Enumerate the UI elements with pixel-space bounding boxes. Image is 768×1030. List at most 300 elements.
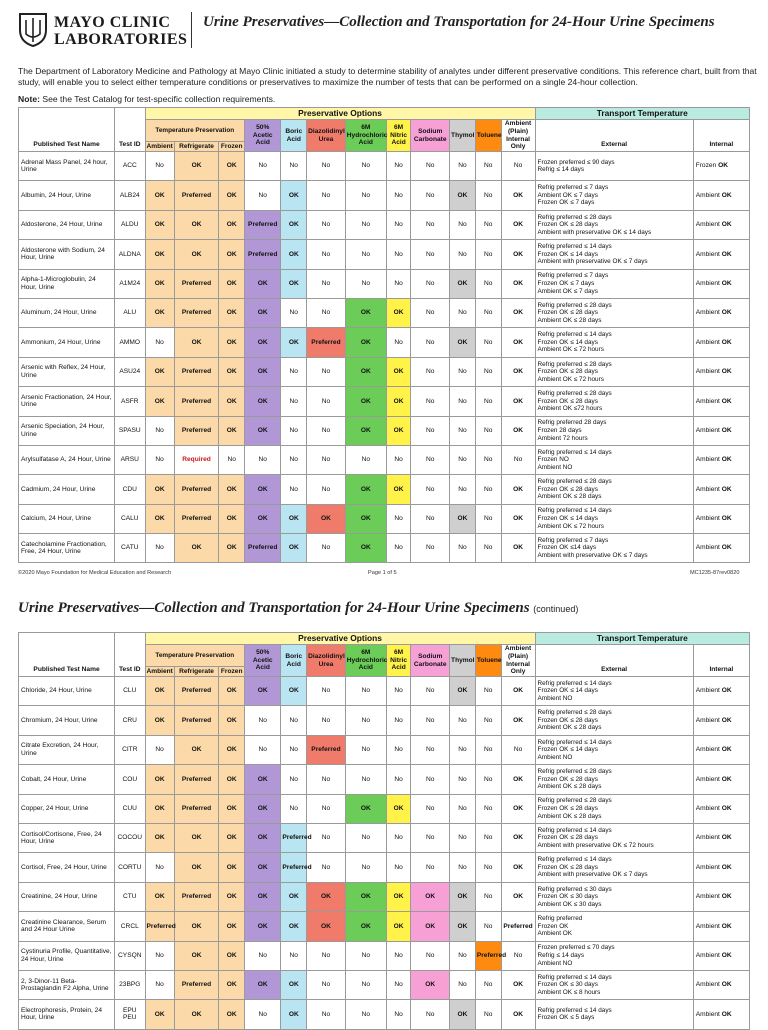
cell-boric: OK bbox=[281, 970, 307, 999]
cell-hcl: No bbox=[345, 706, 386, 735]
table-row bbox=[19, 416, 750, 445]
cell-external bbox=[535, 475, 693, 504]
header-toluene: Toluene bbox=[475, 645, 501, 677]
cell-boric: Preferred bbox=[281, 823, 307, 852]
cell-ambient: OK bbox=[145, 677, 174, 706]
internal-status: OK bbox=[721, 221, 732, 229]
cell-frozen: OK bbox=[219, 912, 245, 941]
cell-thymol: No bbox=[450, 445, 476, 474]
cell-boric: No bbox=[281, 387, 307, 416]
cell-nitric: No bbox=[386, 240, 411, 269]
cell-ambient: OK bbox=[145, 794, 174, 823]
external-line: Refrig preferred ≤ 14 days bbox=[537, 242, 612, 250]
cell-sodium: OK bbox=[411, 912, 450, 941]
cell-diaz: No bbox=[307, 970, 346, 999]
cell-internal: Ambient OK bbox=[693, 534, 749, 563]
cell-boric: No bbox=[281, 765, 307, 794]
external-line: Refrig preferred ≤ 14 days bbox=[537, 331, 612, 339]
cell-toluene: No bbox=[475, 357, 501, 386]
cell-test-id: EPU PEU bbox=[115, 1000, 145, 1029]
cell-internal_only: OK bbox=[501, 765, 535, 794]
cell-toluene: Preferred bbox=[475, 941, 501, 970]
cell-ambient: OK bbox=[145, 387, 174, 416]
cell-external bbox=[535, 706, 693, 735]
cell-hcl: No bbox=[345, 765, 386, 794]
cell-nitric: No bbox=[386, 181, 411, 210]
cell-ambient: OK bbox=[145, 240, 174, 269]
cell-ambient: No bbox=[145, 853, 174, 882]
cell-toluene: No bbox=[475, 1000, 501, 1029]
cell-frozen: OK bbox=[219, 504, 245, 533]
header-nitric: 6M Nitric Acid bbox=[386, 645, 411, 677]
cell-internal: Ambient OK bbox=[693, 912, 749, 941]
cell-test-name: Aluminum, 24 Hour, Urine bbox=[19, 298, 115, 327]
cell-acetic: No bbox=[245, 735, 281, 764]
cell-external bbox=[535, 504, 693, 533]
cell-toluene: No bbox=[475, 882, 501, 911]
cell-internal_only: No bbox=[501, 445, 535, 474]
cell-test-id: AMMO bbox=[115, 328, 145, 357]
cell-frozen: OK bbox=[219, 765, 245, 794]
cell-internal: Ambient OK bbox=[693, 677, 749, 706]
cell-toluene: No bbox=[475, 735, 501, 764]
internal-status: OK bbox=[721, 250, 732, 258]
external-line: Frozen preferred ≤ 90 days bbox=[537, 158, 615, 166]
cell-nitric: No bbox=[386, 445, 411, 474]
cell-toluene: No bbox=[475, 504, 501, 533]
cell-toluene: No bbox=[475, 970, 501, 999]
cell-nitric: OK bbox=[386, 298, 411, 327]
external-line: Refrig preferred ≤ 28 days bbox=[537, 301, 612, 309]
external-line: Frozen OK bbox=[537, 922, 569, 930]
cell-diaz: No bbox=[307, 269, 346, 298]
internal-status: OK bbox=[721, 863, 732, 871]
cell-sodium: No bbox=[411, 357, 450, 386]
cell-diaz: Preferred bbox=[307, 328, 346, 357]
cell-test-name: Cortisol/Cortisone, Free, 24 Hour, Urine bbox=[19, 823, 115, 852]
mayo-shield-logo-icon bbox=[18, 12, 48, 48]
cell-boric: No bbox=[281, 416, 307, 445]
table-row bbox=[19, 765, 750, 794]
cell-toluene: No bbox=[475, 269, 501, 298]
cell-frozen: OK bbox=[219, 970, 245, 999]
cell-nitric: OK bbox=[386, 416, 411, 445]
cell-test-name: Alpha-1-Microglobulin, 24 Hour, Urine bbox=[19, 269, 115, 298]
cell-acetic: OK bbox=[245, 912, 281, 941]
cell-refrigerate: Preferred bbox=[174, 882, 219, 911]
cell-internal_only: OK bbox=[501, 357, 535, 386]
cell-refrigerate: Preferred bbox=[174, 970, 219, 999]
table-row bbox=[19, 823, 750, 852]
cell-ambient: OK bbox=[145, 475, 174, 504]
cell-boric: No bbox=[281, 475, 307, 504]
cell-thymol: No bbox=[450, 970, 476, 999]
external-line: Frozen OK ≤ 5 days bbox=[537, 1014, 595, 1022]
header-temperature-preservation: Temperature Preservation bbox=[145, 120, 245, 142]
cell-refrigerate: OK bbox=[174, 912, 219, 941]
cell-internal: Ambient OK bbox=[693, 970, 749, 999]
external-line: Ambient OK ≤ 28 days bbox=[537, 316, 602, 324]
external-line: Frozen OK ≤ 28 days bbox=[537, 775, 598, 783]
header-diaz: Diazolidinyl Urea bbox=[307, 120, 346, 152]
cell-thymol: OK bbox=[450, 677, 476, 706]
external-line: Frozen preferred ≤ 70 days bbox=[537, 944, 615, 952]
cell-internal_only: OK bbox=[501, 823, 535, 852]
header-published-test-name: Published Test Name bbox=[19, 633, 115, 677]
external-line: Ambient OK ≤ 28 days bbox=[537, 812, 602, 820]
cell-diaz: No bbox=[307, 823, 346, 852]
cell-hcl: No bbox=[345, 1000, 386, 1029]
cell-test-id: COU bbox=[115, 765, 145, 794]
cell-hcl: OK bbox=[345, 534, 386, 563]
external-line: Frozen OK ≤ 28 days bbox=[537, 716, 598, 724]
cell-sodium: No bbox=[411, 328, 450, 357]
cell-external bbox=[535, 735, 693, 764]
cell-internal_only: OK bbox=[501, 210, 535, 239]
cell-boric: OK bbox=[281, 210, 307, 239]
cell-ambient: OK bbox=[145, 504, 174, 533]
cell-boric: OK bbox=[281, 240, 307, 269]
cell-toluene: No bbox=[475, 328, 501, 357]
cell-thymol: OK bbox=[450, 181, 476, 210]
cell-external bbox=[535, 210, 693, 239]
cell-frozen: OK bbox=[219, 475, 245, 504]
page-2 bbox=[0, 580, 768, 1024]
external-line: Ambient 72 hours bbox=[537, 434, 588, 442]
external-line: Refrig preferred ≤ 28 days bbox=[537, 213, 612, 221]
cell-nitric: No bbox=[386, 1000, 411, 1029]
cell-boric: OK bbox=[281, 328, 307, 357]
cell-diaz: No bbox=[307, 475, 346, 504]
header-boric: Boric Acid bbox=[281, 120, 307, 152]
header-boric: Boric Acid bbox=[281, 645, 307, 677]
internal-status: OK bbox=[721, 338, 732, 346]
cell-hcl: No bbox=[345, 181, 386, 210]
cell-frozen: OK bbox=[219, 735, 245, 764]
cell-acetic: No bbox=[245, 1000, 281, 1029]
cell-toluene: No bbox=[475, 677, 501, 706]
cell-internal_only: OK bbox=[501, 1000, 535, 1029]
table-row bbox=[19, 941, 750, 970]
cell-sodium: No bbox=[411, 181, 450, 210]
cell-thymol: No bbox=[450, 152, 476, 181]
cell-external bbox=[535, 823, 693, 852]
cell-internal: Ambient OK bbox=[693, 475, 749, 504]
cell-sodium: No bbox=[411, 765, 450, 794]
internal-status: OK bbox=[721, 893, 732, 901]
cell-sodium: No bbox=[411, 534, 450, 563]
cell-external bbox=[535, 298, 693, 327]
external-line: Refrig preferred bbox=[537, 914, 583, 922]
cell-test-id: ALDNA bbox=[115, 240, 145, 269]
cell-acetic: Preferred bbox=[245, 210, 281, 239]
external-line: Refrig preferred ≤ 14 days bbox=[537, 738, 612, 746]
internal-status: OK bbox=[721, 191, 732, 199]
internal-status: OK bbox=[721, 834, 732, 842]
cell-test-id: ALDU bbox=[115, 210, 145, 239]
cell-test-name: Chromium, 24 Hour, Urine bbox=[19, 706, 115, 735]
internal-status: OK bbox=[721, 515, 732, 523]
brand-line-2: LABORATORIES bbox=[54, 31, 188, 48]
cell-frozen: OK bbox=[219, 181, 245, 210]
cell-toluene: No bbox=[475, 534, 501, 563]
external-line: Refrig preferred ≤ 7 days bbox=[537, 272, 609, 280]
cell-external bbox=[535, 534, 693, 563]
cell-frozen: OK bbox=[219, 387, 245, 416]
cell-ambient: OK bbox=[145, 298, 174, 327]
cell-external bbox=[535, 912, 693, 941]
external-line: Ambient NO bbox=[537, 753, 573, 761]
header-external: External bbox=[535, 120, 693, 152]
header-thymol: Thymol bbox=[450, 645, 476, 677]
header-acetic: 50% Acetic Acid bbox=[245, 645, 281, 677]
cell-test-name: Calcium, 24 Hour, Urine bbox=[19, 504, 115, 533]
cell-refrigerate: OK bbox=[174, 240, 219, 269]
cell-internal_only: OK bbox=[501, 298, 535, 327]
cell-toluene: No bbox=[475, 152, 501, 181]
external-line: Refrig preferred ≤ 14 days bbox=[537, 1006, 612, 1014]
cell-internal: Ambient OK bbox=[693, 735, 749, 764]
intro-paragraph: The Department of Laboratory Medicine and Pathology at Mayo Clinic initiated a study to determine stability of analytes under different preservative conditions. This reference chart, built from that study, will enable you to select either temperature conditions or preservatives to maximize the number of tests that can be performed on a single 24-hour collection. bbox=[18, 66, 757, 87]
cell-test-id: ASU24 bbox=[115, 357, 145, 386]
header-sodium: Sodium Carbonate bbox=[411, 645, 450, 677]
cell-boric: OK bbox=[281, 504, 307, 533]
cell-hcl: OK bbox=[345, 387, 386, 416]
cell-sodium: No bbox=[411, 416, 450, 445]
cell-frozen: OK bbox=[219, 298, 245, 327]
header-frozen: Frozen bbox=[219, 667, 245, 677]
table-row bbox=[19, 240, 750, 269]
external-line: Refrig preferred ≤ 14 days bbox=[537, 507, 612, 515]
cell-hcl: OK bbox=[345, 912, 386, 941]
cell-nitric: No bbox=[386, 941, 411, 970]
cell-ambient: No bbox=[145, 735, 174, 764]
cell-boric: OK bbox=[281, 677, 307, 706]
cell-nitric: No bbox=[386, 269, 411, 298]
cell-frozen: OK bbox=[219, 1000, 245, 1029]
cell-acetic: OK bbox=[245, 387, 281, 416]
cell-boric: OK bbox=[281, 882, 307, 911]
header-preservative-options: Preservative Options bbox=[145, 633, 535, 645]
cell-sodium: No bbox=[411, 269, 450, 298]
cell-external bbox=[535, 416, 693, 445]
cell-hcl: OK bbox=[345, 416, 386, 445]
table-row bbox=[19, 706, 750, 735]
cell-internal_only: OK bbox=[501, 970, 535, 999]
cell-acetic: OK bbox=[245, 794, 281, 823]
cell-diaz: No bbox=[307, 853, 346, 882]
table-row bbox=[19, 882, 750, 911]
external-line: Ambient with preservative OK ≤ 7 days bbox=[537, 871, 648, 879]
header-ambient: Ambient bbox=[146, 667, 173, 675]
external-line: Frozen OK ≤ 7 days bbox=[537, 279, 595, 287]
cell-refrigerate: Preferred bbox=[174, 181, 219, 210]
table-row bbox=[19, 387, 750, 416]
cell-hcl: OK bbox=[345, 357, 386, 386]
cell-thymol: No bbox=[450, 475, 476, 504]
cell-frozen: OK bbox=[219, 328, 245, 357]
header-transport-temperature: Transport Temperature bbox=[535, 633, 749, 645]
table-row bbox=[19, 152, 750, 181]
internal-status: OK bbox=[721, 1010, 732, 1018]
external-line: Refrig preferred 28 days bbox=[537, 419, 607, 427]
table-row bbox=[19, 794, 750, 823]
cell-sodium: No bbox=[411, 387, 450, 416]
table-row bbox=[19, 269, 750, 298]
cell-ambient: OK bbox=[145, 269, 174, 298]
cell-thymol: No bbox=[450, 357, 476, 386]
cell-diaz: OK bbox=[307, 504, 346, 533]
cell-diaz: No bbox=[307, 210, 346, 239]
cell-thymol: No bbox=[450, 534, 476, 563]
external-line: Ambient OK bbox=[537, 930, 572, 938]
cell-boric: OK bbox=[281, 534, 307, 563]
cell-hcl: No bbox=[345, 823, 386, 852]
cell-diaz: No bbox=[307, 298, 346, 327]
external-line: Frozen NO bbox=[537, 456, 569, 464]
external-line: Ambient OK ≤ 72 hours bbox=[537, 522, 604, 530]
header-transport-temperature: Transport Temperature bbox=[535, 108, 749, 120]
cell-ambient: OK bbox=[145, 823, 174, 852]
cell-test-id: CALU bbox=[115, 504, 145, 533]
external-line: Frozen OK ≤ 30 days bbox=[537, 893, 598, 901]
cell-thymol: No bbox=[450, 387, 476, 416]
cell-acetic: No bbox=[245, 706, 281, 735]
cell-ambient: No bbox=[145, 941, 174, 970]
cell-internal_only: OK bbox=[501, 181, 535, 210]
cell-internal_only: OK bbox=[501, 504, 535, 533]
external-line: Frozen OK ≤ 28 days bbox=[537, 221, 598, 229]
cell-ambient: No bbox=[145, 416, 174, 445]
cell-ambient: No bbox=[145, 534, 174, 563]
cell-sodium: No bbox=[411, 677, 450, 706]
cell-test-name: Chloride, 24 Hour, Urine bbox=[19, 677, 115, 706]
cell-frozen: OK bbox=[219, 794, 245, 823]
external-line: Refrig preferred ≤ 7 days bbox=[537, 184, 609, 192]
cell-test-id: CUU bbox=[115, 794, 145, 823]
table-row bbox=[19, 475, 750, 504]
cell-acetic: OK bbox=[245, 823, 281, 852]
preservative-table-page-2 bbox=[18, 632, 750, 1030]
cell-internal_only: OK bbox=[501, 882, 535, 911]
internal-status: OK bbox=[721, 309, 732, 317]
table-row bbox=[19, 677, 750, 706]
cell-thymol: No bbox=[450, 416, 476, 445]
internal-status: OK bbox=[721, 544, 732, 552]
cell-test-id: ALB24 bbox=[115, 181, 145, 210]
cell-external bbox=[535, 941, 693, 970]
table-row bbox=[19, 504, 750, 533]
cell-sodium: No bbox=[411, 445, 450, 474]
cell-boric: No bbox=[281, 152, 307, 181]
cell-boric: No bbox=[281, 298, 307, 327]
cell-acetic: OK bbox=[245, 328, 281, 357]
cell-internal: Ambient OK bbox=[693, 328, 749, 357]
footer-page-number: Page 1 of 5 bbox=[368, 570, 397, 576]
cell-thymol: No bbox=[450, 853, 476, 882]
internal-status: OK bbox=[721, 981, 732, 989]
external-line: Refrig preferred ≤ 7 days bbox=[537, 536, 609, 544]
cell-acetic: No bbox=[245, 445, 281, 474]
external-line: Frozen OK ≤ 28 days bbox=[537, 309, 598, 317]
cell-sodium: No bbox=[411, 240, 450, 269]
header-frozen: Frozen bbox=[219, 142, 245, 152]
cell-refrigerate: OK bbox=[174, 1000, 219, 1029]
external-line: Frozen OK ≤ 14 days bbox=[537, 250, 598, 258]
cell-test-name: Aldosterone, 24 Hour, Urine bbox=[19, 210, 115, 239]
cell-external bbox=[535, 445, 693, 474]
external-line: Refrig preferred ≤ 14 days bbox=[537, 448, 612, 456]
cell-nitric: No bbox=[386, 210, 411, 239]
cell-frozen: No bbox=[219, 445, 245, 474]
cell-nitric: No bbox=[386, 735, 411, 764]
cell-external bbox=[535, 853, 693, 882]
external-line: Ambient OK ≤ 72 hours bbox=[537, 375, 604, 383]
cell-toluene: No bbox=[475, 823, 501, 852]
cell-ambient: OK bbox=[145, 1000, 174, 1029]
preservative-table-page-1 bbox=[18, 107, 750, 563]
cell-sodium: No bbox=[411, 504, 450, 533]
cell-acetic: OK bbox=[245, 416, 281, 445]
cell-boric: OK bbox=[281, 1000, 307, 1029]
header-hcl: 6M Hydrochloric Acid bbox=[345, 120, 386, 152]
cell-frozen: OK bbox=[219, 210, 245, 239]
external-line: Refrig preferred ≤ 28 days bbox=[537, 767, 612, 775]
cell-refrigerate: Preferred bbox=[174, 357, 219, 386]
external-line: Ambient OK ≤72 hours bbox=[537, 405, 603, 413]
cell-toluene: No bbox=[475, 387, 501, 416]
cell-nitric: No bbox=[386, 765, 411, 794]
cell-hcl: No bbox=[345, 853, 386, 882]
cell-test-id: A1M24 bbox=[115, 269, 145, 298]
cell-test-id: CLU bbox=[115, 677, 145, 706]
cell-test-name: Citrate Excretion, 24 Hour, Urine bbox=[19, 735, 115, 764]
cell-internal: Ambient OK bbox=[693, 1000, 749, 1029]
cell-frozen: OK bbox=[219, 853, 245, 882]
cell-thymol: No bbox=[450, 298, 476, 327]
cell-sodium: No bbox=[411, 152, 450, 181]
internal-status: OK bbox=[721, 485, 732, 493]
cell-internal: Ambient OK bbox=[693, 357, 749, 386]
cell-acetic: Preferred bbox=[245, 240, 281, 269]
external-line: Refrig preferred ≤ 14 days bbox=[537, 973, 612, 981]
cell-external bbox=[535, 240, 693, 269]
cell-diaz: No bbox=[307, 1000, 346, 1029]
cell-acetic: OK bbox=[245, 677, 281, 706]
cell-thymol: OK bbox=[450, 912, 476, 941]
cell-test-id: ASFR bbox=[115, 387, 145, 416]
cell-frozen: OK bbox=[219, 152, 245, 181]
cell-nitric: No bbox=[386, 970, 411, 999]
cell-boric: No bbox=[281, 794, 307, 823]
cell-acetic: Preferred bbox=[245, 534, 281, 563]
external-line: Frozen OK ≤ 28 days bbox=[537, 397, 598, 405]
external-line: Frozen OK ≤14 days bbox=[537, 544, 597, 552]
cell-external bbox=[535, 269, 693, 298]
internal-status: OK bbox=[721, 368, 732, 376]
cell-external bbox=[535, 387, 693, 416]
cell-diaz: No bbox=[307, 152, 346, 181]
table-row bbox=[19, 853, 750, 882]
cell-ambient: OK bbox=[145, 210, 174, 239]
external-line: Ambient OK ≤ 28 days bbox=[537, 493, 602, 501]
table-row bbox=[19, 970, 750, 999]
cell-hcl: OK bbox=[345, 328, 386, 357]
cell-internal_only: No bbox=[501, 941, 535, 970]
external-line: Frozen OK ≤ 14 days bbox=[537, 687, 598, 695]
cell-toluene: No bbox=[475, 210, 501, 239]
header-external: External bbox=[535, 645, 693, 677]
